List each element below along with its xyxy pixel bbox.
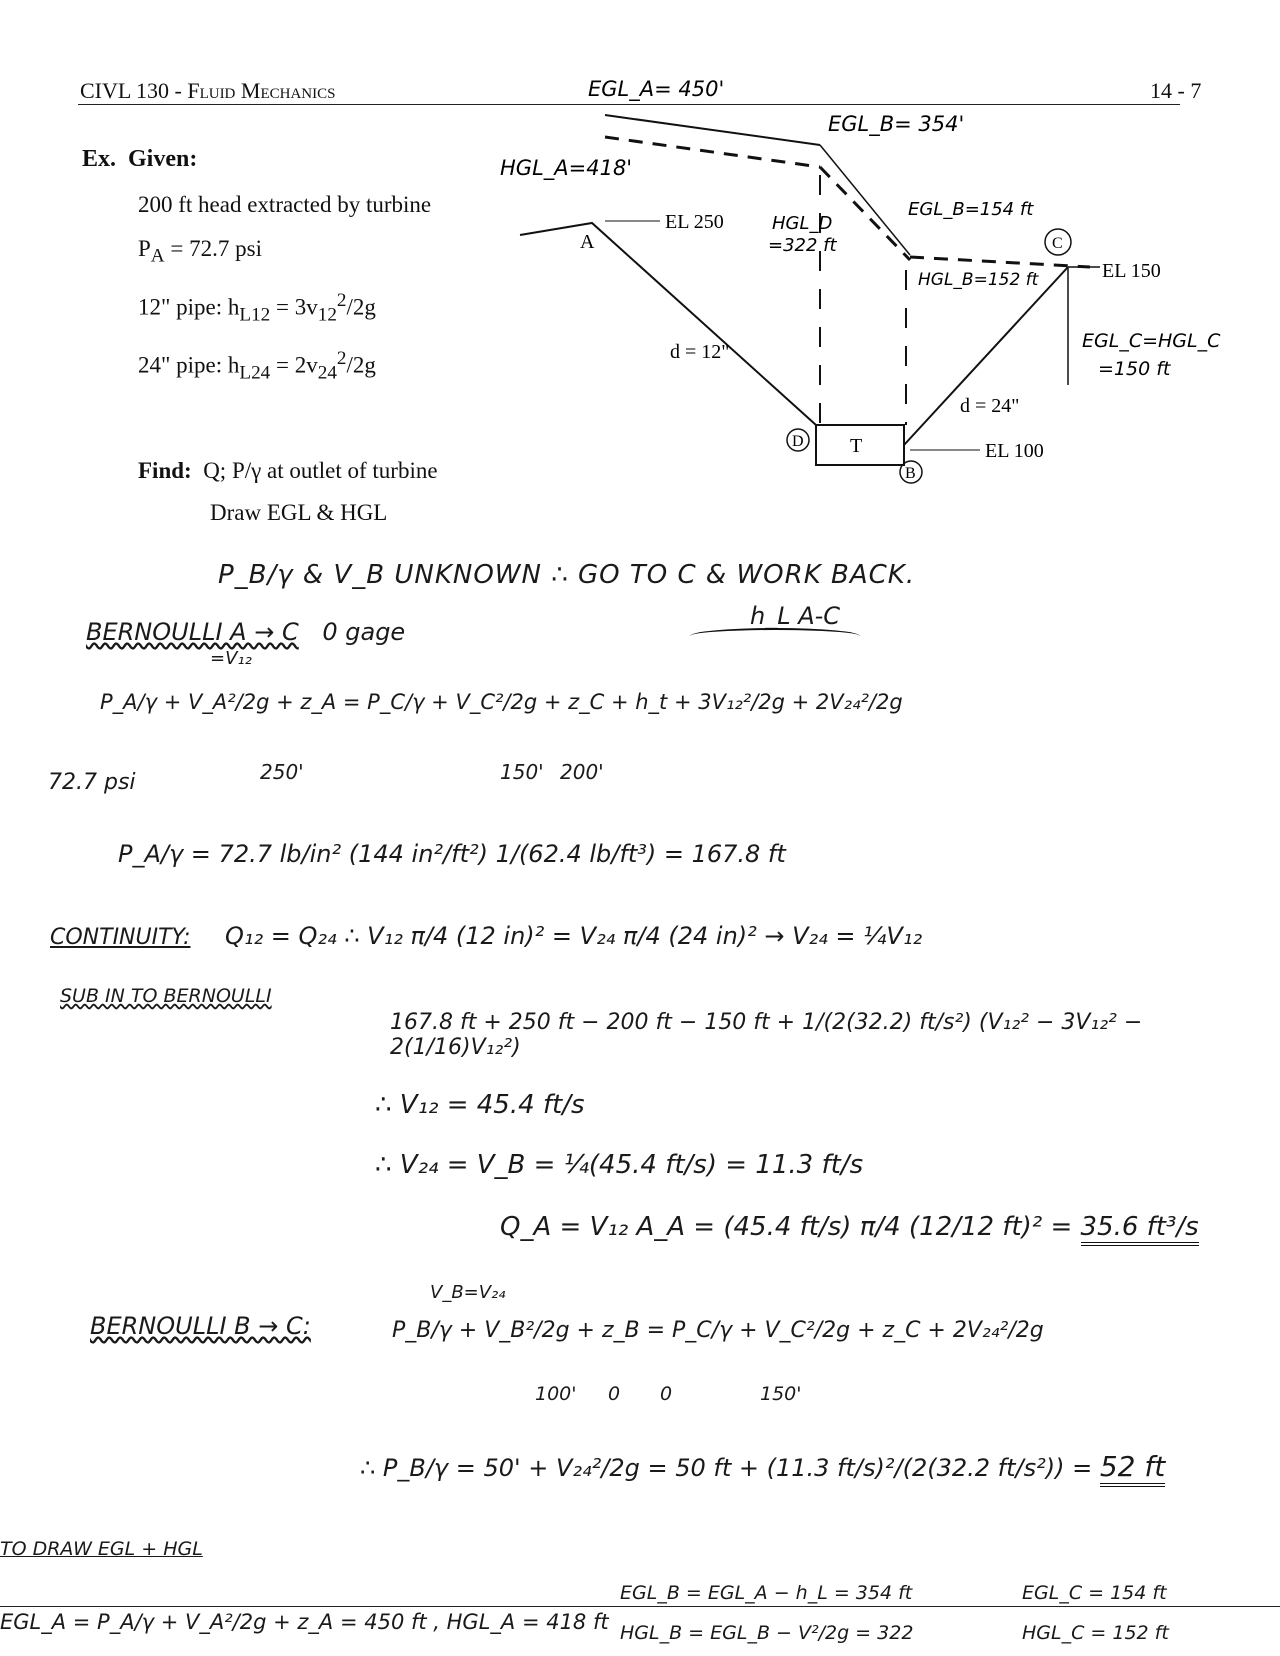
bernoulli-bc-equation: P_B/γ + V_B²/2g + z_B = P_C/γ + V_C²/2g + z_C + 2V₂₄²/2g xyxy=(392,1318,1044,1343)
continuity-equation: Q₁₂ = Q₂₄ ∴ V₁₂ π/4 (12 in)² = V₂₄ π/4 (24 in)² → V₂₄ = ¼V₁₂ xyxy=(225,922,923,950)
find-block xyxy=(138,450,438,534)
annotation-egl-b-mid: EGL_B=154 ft xyxy=(908,199,1034,220)
pb-result xyxy=(360,1450,1165,1483)
vb-equals-v24: V_B=V₂₄ xyxy=(430,1282,506,1303)
ht-value: 200' xyxy=(560,760,604,784)
annotation-hgl-d: HGL_D xyxy=(772,213,833,234)
q-result-expression: Q_A = V₁₂ A_A = (45.4 ft/s) π/4 (12/12 ft)² = xyxy=(500,1212,1073,1242)
example-label: Ex. xyxy=(82,146,117,172)
label-pipe-24: d = 24" xyxy=(960,395,1020,417)
given-item-turbine: 200 ft head extracted by turbine xyxy=(138,192,432,217)
pc-value: 0 xyxy=(608,1383,621,1405)
find-label: Find: xyxy=(138,458,192,483)
label-point-d: D xyxy=(792,433,804,450)
find-item-draw: Draw EGL & HGL xyxy=(210,500,388,525)
annotation-egl-c: EGL_C=HGL_C xyxy=(1082,330,1221,352)
pb-result-value: 52 ft xyxy=(1100,1450,1165,1487)
va-equals-v12: =V₁₂ xyxy=(210,648,252,669)
label-point-a: A xyxy=(580,231,595,253)
q-result xyxy=(500,1212,1199,1242)
egl-a-equation: EGL_A = P_A/γ + V_A²/2g + z_A = 450 ft , HGL_A = 418 ft xyxy=(0,1610,609,1634)
annotation-hgl-d-value: =322 ft xyxy=(768,235,837,256)
annotation-egl-b-top: EGL_B= 354' xyxy=(828,112,965,136)
vc-value: 0 xyxy=(660,1383,673,1405)
label-el-250: EL 250 xyxy=(665,211,724,233)
hl-brace xyxy=(690,628,860,644)
pb-result-expression: ∴ P_B/γ = 50' + V₂₄²/2g = 50 ft + (11.3 ft/s)²/(2(32.2 ft/s²)) = xyxy=(360,1454,1093,1482)
hgl-c-equation: HGL_C = 152 ft xyxy=(1022,1622,1169,1644)
sub-label: SUB IN TO BERNOULLI xyxy=(60,985,272,1007)
hl-label: h_L A-C xyxy=(750,602,841,630)
given-list xyxy=(138,183,431,395)
label-point-c: C xyxy=(1052,235,1063,252)
label-pipe-12: d = 12" xyxy=(670,341,730,363)
given-item-12in-pipe: 12" pipe: $h_{L12} = 3v_{12}^2/2g$ xyxy=(138,289,376,325)
hgl-line-bc xyxy=(910,257,1090,267)
egl-c-equation: EGL_C = 154 ft xyxy=(1022,1582,1167,1604)
zc-value: 150' xyxy=(500,760,544,784)
bernoulli-bc-label: BERNOULLI B → C: xyxy=(90,1312,311,1340)
annotation-egl-a: EGL_A= 450' xyxy=(588,77,725,101)
draw-egl-hgl-label: TO DRAW EGL + HGL xyxy=(0,1538,203,1560)
annotation-egl-c-value: =150 ft xyxy=(1098,358,1171,380)
given-label: Given: xyxy=(128,146,198,172)
zb-value: 100' xyxy=(535,1383,577,1405)
continuity-label: CONTINUITY: xyxy=(50,925,191,950)
zc-value-bc: 150' xyxy=(760,1383,802,1405)
v24-result: ∴ V₂₄ = V_B = ¼(45.4 ft/s) = 11.3 ft/s xyxy=(375,1150,864,1180)
annotation-hgl-b: HGL_B=152 ft xyxy=(918,270,1039,290)
v12-result: ∴ V₁₂ = 45.4 ft/s xyxy=(375,1090,585,1120)
pa-gamma-calculation: P_A/γ = 72.7 lb/in² (144 in²/ft²) 1/(62.4 lb/ft³) = 167.8 ft xyxy=(118,840,786,868)
given-item-24in-pipe: 24" pipe: $h_{L24} = 2v_{24}^2/2g$ xyxy=(138,347,376,384)
course-title: CIVL 130 - Fluid Mechanics xyxy=(80,78,336,103)
page-number: 14 - 7 xyxy=(1150,78,1202,103)
bottom-rule xyxy=(0,1606,1280,1607)
bernoulli-ac-equation: P_A/γ + V_A²/2g + z_A = P_C/γ + V_C²/2g + z_C + h_t + 3V₁₂²/2g + 2V₂₄²/2g xyxy=(100,690,903,714)
pa-psi-label: 72.7 psi xyxy=(48,770,136,795)
bernoulli-ac-label: BERNOULLI A → C 0 gage xyxy=(86,618,406,646)
label-el-150: EL 150 xyxy=(1102,260,1161,282)
hgl-b-equation: HGL_B = EGL_B − V²/2g = 322 xyxy=(620,1622,914,1644)
given-heading xyxy=(82,146,197,173)
gage-note: 0 gage xyxy=(322,618,406,646)
sub-equation: 167.8 ft + 250 ft − 200 ft − 150 ft + 1/(2(32.2) ft/s²) (V₁₂² − 3V₁₂² − 2(1/16)V₁₂²) xyxy=(390,1010,1143,1060)
label-point-b: B xyxy=(905,465,916,482)
label-turbine: T xyxy=(850,435,863,457)
given-item-pressure: $P_A = 72.7$ psi xyxy=(138,236,262,267)
annotation-hgl-a: HGL_A=418' xyxy=(500,156,633,180)
label-el-100: EL 100 xyxy=(985,440,1044,462)
find-item-q: Q; P/γ at outlet of turbine xyxy=(203,458,438,483)
egl-b-equation: EGL_B = EGL_A − h_L = 354 ft xyxy=(620,1582,913,1604)
q-result-value: 35.6 ft³/s xyxy=(1081,1212,1199,1246)
za-value: 250' xyxy=(260,760,304,784)
unknown-note: P_B/γ & V_B UNKNOWN ∴ GO TO C & WORK BACK. xyxy=(218,560,916,590)
pipe-24in xyxy=(904,267,1068,445)
